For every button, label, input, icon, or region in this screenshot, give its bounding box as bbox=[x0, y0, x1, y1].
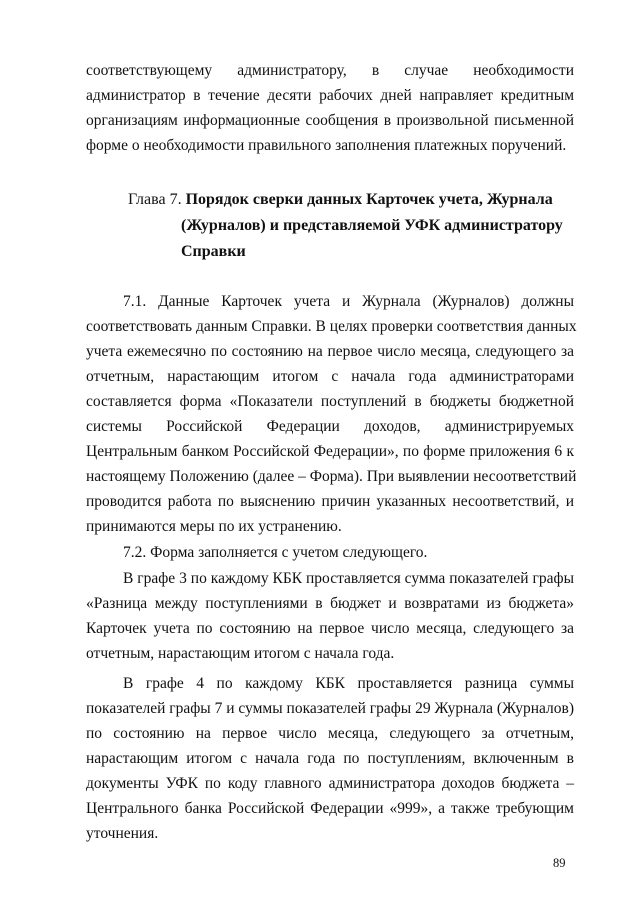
chapter-title: Справки bbox=[181, 243, 246, 260]
paragraph-line: нарастающим итогом с начала года по поступлениям, включенным в bbox=[86, 750, 574, 767]
paragraph-line: настоящему Положению (далее – Форма). При выявлении несоответствий bbox=[86, 468, 577, 485]
paragraph-7-1 bbox=[86, 289, 577, 539]
paragraph-line: Центрального банка Российской Федерации «999», а также требующим bbox=[86, 800, 574, 817]
paragraph-line: организациям информационные сообщения в произвольной письменной bbox=[86, 112, 574, 129]
paragraph-line: отчетным, нарастающим итогом с начала года. bbox=[86, 645, 395, 662]
paragraph-line: «Разница между поступлениями в бюджет и возвратами из бюджета» bbox=[86, 595, 574, 612]
chapter-title: (Журналов) и представляемой УФК администратору bbox=[181, 217, 563, 234]
continuation-paragraph bbox=[86, 58, 574, 158]
paragraph-line: показателей графы 7 и суммы показателей графы 29 Журнала (Журналов) bbox=[86, 700, 574, 717]
paragraph-line: соответствующему администратору, в случае необходимости bbox=[86, 62, 574, 79]
paragraph-column-3 bbox=[86, 566, 574, 666]
chapter-prefix: Глава 7. bbox=[128, 191, 182, 208]
paragraph-line: В графе 4 по каждому КБК проставляется разница суммы bbox=[123, 675, 574, 692]
paragraph-line: системы Российской Федерации доходов, администрируемых bbox=[86, 418, 574, 435]
paragraph-line: уточнения. bbox=[86, 825, 159, 842]
paragraph-column-4 bbox=[86, 671, 574, 846]
paragraph-line: принимаются меры по их устранению. bbox=[86, 518, 342, 535]
paragraph-line: Центральным банком Российской Федерации», по форме приложения 6 к bbox=[86, 443, 574, 460]
paragraph-line: составляется форма «Показатели поступлений в бюджеты бюджетной bbox=[86, 393, 574, 410]
paragraph-line: форме о необходимости правильного заполнения платежных поручений. bbox=[86, 137, 567, 154]
paragraph-line: проводится работа по выяснению причин указанных несоответствий, и bbox=[86, 493, 574, 510]
paragraph-line: администратор в течение десяти рабочих дней направляет кредитным bbox=[86, 87, 574, 104]
paragraph-line: соответствовать данным Справки. В целях проверки соответствия данных bbox=[86, 318, 577, 335]
paragraph-7-2 bbox=[86, 540, 574, 565]
paragraph-line: В графе 3 по каждому КБК проставляется сумма показателей графы bbox=[123, 570, 574, 587]
paragraph-line: по состоянию на первое число месяца, следующего за отчетным, bbox=[86, 725, 574, 742]
paragraph-line: документы УФК по коду главного администратора доходов бюджета – bbox=[86, 775, 574, 792]
paragraph-line: Карточек учета по состоянию на первое число месяца, следующего за bbox=[86, 620, 574, 637]
chapter-title: Порядок сверки данных Карточек учета, Журнала bbox=[185, 191, 553, 208]
page-number: 89 bbox=[553, 856, 566, 870]
paragraph-line: отчетным, нарастающим итогом с начала года администраторами bbox=[86, 368, 574, 385]
paragraph-line: 7.1. Данные Карточек учета и Журнала (Журналов) должны bbox=[123, 293, 574, 310]
chapter-heading-line bbox=[128, 187, 553, 213]
paragraph-line: учета ежемесячно по состоянию на первое число месяца, следующего за bbox=[86, 343, 574, 360]
paragraph-line: 7.2. Форма заполняется с учетом следующего. bbox=[123, 544, 428, 561]
